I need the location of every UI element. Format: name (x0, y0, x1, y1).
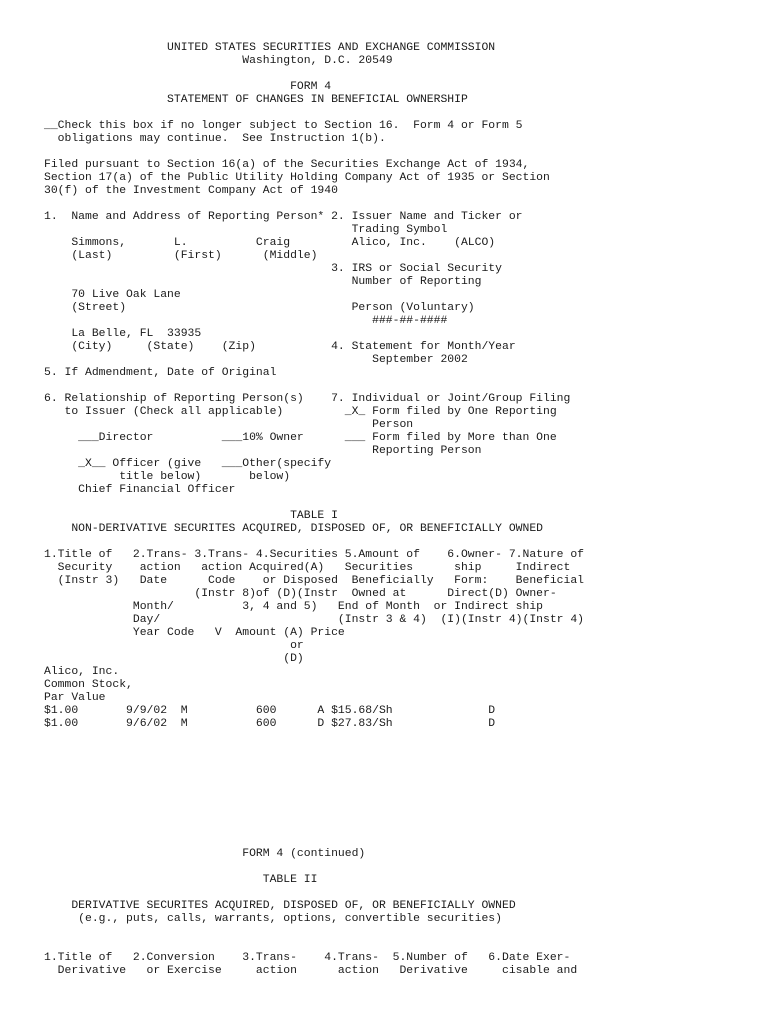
document-line: Par Value (44, 692, 106, 704)
document-line: (Last) (First) (Middle) (44, 250, 318, 262)
document-line: (e.g., puts, calls, warrants, options, convertible securities) (44, 913, 502, 925)
document-line: $1.00 9/9/02 M 600 A $15.68/Sh D (44, 705, 496, 717)
document-line: _X__ Officer (give ___Other(specify (44, 458, 332, 470)
document-line: Chief Financial Officer (44, 484, 236, 496)
document-line: La Belle, FL 33935 (44, 328, 202, 340)
document-line: __Check this box if no longer subject to Section 16. Form 4 or Form 5 (44, 120, 523, 132)
document-line: 30(f) of the Investment Company Act of 1940 (44, 185, 338, 197)
document-line: ###-##-#### (44, 315, 448, 327)
document-line: FORM 4 (44, 81, 332, 93)
document-line: Alico, Inc. (44, 666, 120, 678)
document-line: (D) (44, 653, 304, 665)
document-line: obligations may continue. See Instruction 1(b). (44, 133, 386, 145)
document-line: Common Stock, (44, 679, 133, 691)
document-line: 1. Name and Address of Reporting Person* 2. Issuer Name and Ticker or (44, 211, 523, 223)
document-line: Security action action Acquired(A) Securities ship Indirect (44, 562, 571, 574)
document-line: title below) below) (44, 471, 291, 483)
document-line: TABLE I (44, 510, 338, 522)
document-line: Month/ 3, 4 and 5) End of Month or Indirect ship (44, 601, 543, 613)
document-line: UNITED STATES SECURITIES AND EXCHANGE COMMISSION (44, 42, 496, 54)
document-line: Number of Reporting (44, 276, 482, 288)
document-line: 5. If Admendment, Date of Original (44, 367, 277, 379)
document-line: Section 17(a) of the Public Utility Holding Company Act of 1935 or Section (44, 172, 550, 184)
document-line: September 2002 (44, 354, 468, 366)
document-line: STATEMENT OF CHANGES IN BENEFICIAL OWNERSHIP (44, 94, 468, 106)
document-line: Derivative or Exercise action action Derivative cisable and (44, 965, 578, 977)
document-line: (Instr 3) Date Code or Disposed Beneficially Form: Beneficial (44, 575, 585, 587)
document-line: ___Director ___10% Owner ___ Form filed by More than One (44, 432, 557, 444)
document-line: Year Code V Amount (A) Price (44, 627, 345, 639)
document-line: (Street) Person (Voluntary) (44, 302, 475, 314)
document-line: 70 Live Oak Lane (44, 289, 181, 301)
document-line: NON-DERIVATIVE SECURITES ACQUIRED, DISPOSED OF, OR BENEFICIALLY OWNED (44, 523, 543, 535)
document-line: Person (44, 419, 414, 431)
document-line: Reporting Person (44, 445, 482, 457)
document-line: to Issuer (Check all applicable) _X_ Form filed by One Reporting (44, 406, 557, 418)
document-line: 1.Title of 2.Trans- 3.Trans- 4.Securities 5.Amount of 6.Owner- 7.Nature of (44, 549, 585, 561)
document-line: Day/ (Instr 3 & 4) (I)(Instr 4)(Instr 4) (44, 614, 585, 626)
document-line: (Instr 8)of (D)(Instr Owned at Direct(D) Owner- (44, 588, 557, 600)
document-line: FORM 4 (continued) (44, 848, 366, 860)
document-line: 1.Title of 2.Conversion 3.Trans- 4.Trans- 5.Number of 6.Date Exer- (44, 952, 571, 964)
document-line: or (44, 640, 304, 652)
document-line: 6. Relationship of Reporting Person(s) 7. Individual or Joint/Group Filing (44, 393, 571, 405)
document-line: TABLE II (44, 874, 318, 886)
document-line: $1.00 9/6/02 M 600 D $27.83/Sh D (44, 718, 496, 730)
document-line: DERIVATIVE SECURITES ACQUIRED, DISPOSED OF, OR BENEFICIALLY OWNED (44, 900, 516, 912)
document-line: 3. IRS or Social Security (44, 263, 502, 275)
document-line: (City) (State) (Zip) 4. Statement for Month/Year (44, 341, 516, 353)
document-line: Trading Symbol (44, 224, 448, 236)
document-line: Simmons, L. Craig Alico, Inc. (ALCO) (44, 237, 496, 249)
document-line: Filed pursuant to Section 16(a) of the Securities Exchange Act of 1934, (44, 159, 530, 171)
document-line: Washington, D.C. 20549 (44, 55, 393, 67)
